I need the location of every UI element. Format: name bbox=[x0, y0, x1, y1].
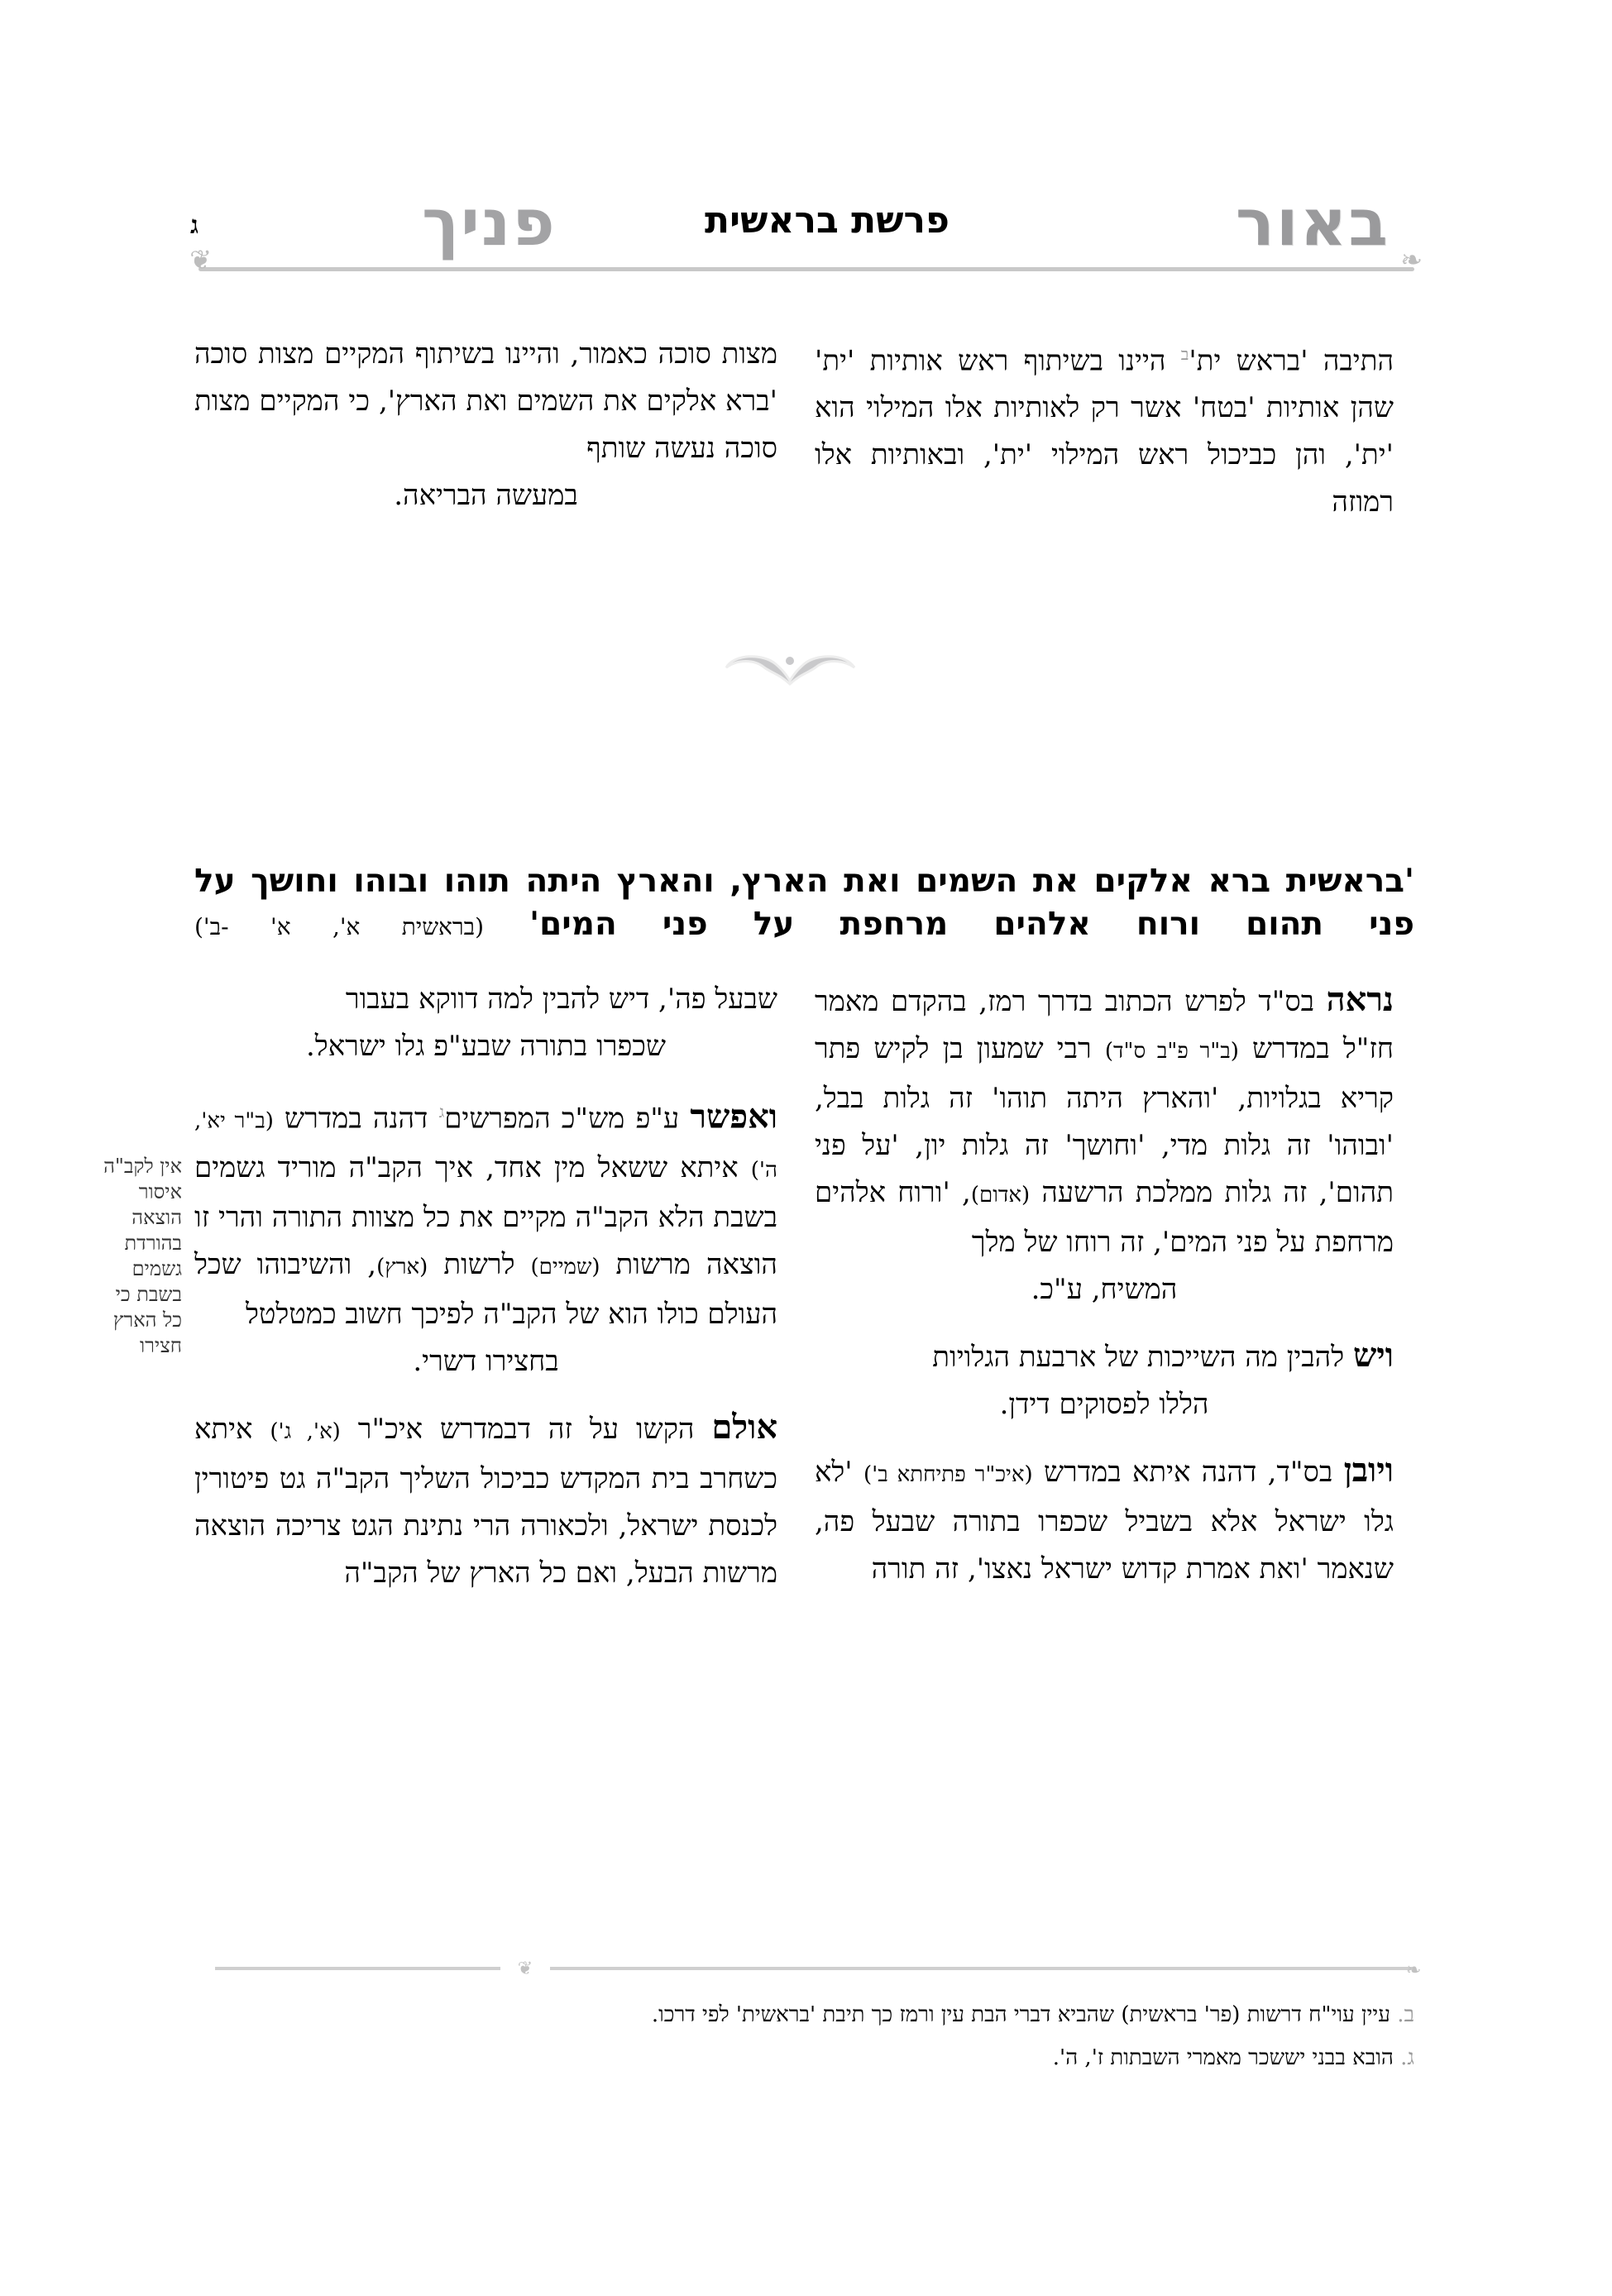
source-citation: (איכ"ר פתיחתא ב') bbox=[863, 1462, 1033, 1487]
page-number: ג bbox=[190, 211, 199, 240]
paragraph-last-line: שכפרו בתורה שבע"פ גלו ישראל. bbox=[306, 1030, 666, 1063]
main-left-column bbox=[194, 976, 777, 1615]
footnote-mark: ב. bbox=[1397, 2002, 1414, 2027]
book-title-left: פניך bbox=[422, 186, 557, 261]
page-header bbox=[190, 186, 1423, 277]
scroll-ornament-icon: ❦ bbox=[189, 244, 212, 275]
footnote-ornament-icon: ❦ bbox=[500, 1959, 550, 1978]
paragraph: שבעל פה', דיש להבין למה דווקא בעבור bbox=[345, 983, 777, 1016]
top-right-column bbox=[815, 331, 1394, 544]
paragraph-last-line: בחצירו דשרי. bbox=[413, 1345, 559, 1379]
source-citation: (ארץ) bbox=[376, 1255, 428, 1280]
lead-word: ויש bbox=[1352, 1336, 1394, 1375]
paragraph-last-line: במעשה הבריאה. bbox=[394, 479, 578, 512]
paragraph: נראה בס"ד לפרש הכתוב בדרך רמז, בהקדם מאמר חז"ל במדרש (ב"ר פ"ב ס"ד) רבי שמעון בן לקיש פתר קריא בגלויות, 'והארץ היתה תוהו' זה גלות בבל, 'ובוהו' זה גלות מדי, 'וחושך' זה גלות יון, 'על פני תהום', זה גלות ממלכת הרשעה (אדום), 'ורוח אלהים מרחפת על פני המים', זה רוחו של מלך bbox=[815, 980, 1394, 1259]
lead-word: ויובן bbox=[1343, 1451, 1394, 1490]
scroll-ornament-icon: ❧ bbox=[1406, 1960, 1422, 1981]
verse-source: (בראשית א', א' -ב') bbox=[194, 913, 485, 940]
source-citation: (א', ג') bbox=[270, 1419, 341, 1445]
book-title-right: באור bbox=[1235, 186, 1390, 261]
header-rule bbox=[199, 267, 1414, 271]
verse-heading bbox=[194, 860, 1414, 949]
footnote-ref[interactable]: ב bbox=[1180, 344, 1189, 364]
paragraph: התיבה 'בראש ית'$^ב$ היינו בשיתוף ראש אותיות 'ית' שהן אותיות 'בטח' אשר רק לאותיות אלו המילוי הוא 'ית', והן כביכול ראש המילוי 'ית', ובאותיות אלו רמוזה bbox=[815, 344, 1394, 519]
lead-word: אולם bbox=[711, 1408, 777, 1447]
paragraph: ויובן בס"ד, דהנה איתא במדרש (איכ"ר פתיחתא ב') 'לא גלו ישראל אלא בשביל שכפרו בתורה שבעל פה, שנאמר 'ואת אמרת קדוש ישראל נאצו', זה תורה bbox=[815, 1451, 1394, 1586]
lead-word: נראה bbox=[1326, 980, 1394, 1019]
parsha-title: פרשת בראשית bbox=[705, 199, 950, 242]
source-citation: (ב"ר פ"ב ס"ד) bbox=[1104, 1039, 1239, 1064]
scroll-ornament-icon: ❧ bbox=[1400, 244, 1423, 275]
lead-word: ואפשר bbox=[690, 1097, 777, 1136]
footnotes bbox=[331, 1993, 1414, 2079]
top-left-column bbox=[194, 331, 777, 538]
footnote-ref[interactable]: ג bbox=[438, 1102, 445, 1122]
paragraph: מצות סוכה כאמור, והיינו בשיתוף המקיים מצות סוכה 'ברא אלקים את השמים ואת הארץ', כי המקיים מצות סוכה נעשה שותף bbox=[194, 337, 777, 465]
margin-note: אין לקב"ה איסור הוצאה בהורדת גשמים בשבת כי כל הארץ חצירו bbox=[103, 1155, 182, 1357]
paragraph-last-line: המשיח, ע"כ. bbox=[1031, 1273, 1178, 1306]
footnote: ג. הובא בבני יששכר מאמרי השבתות ז', ה'. bbox=[1052, 2045, 1414, 2070]
paragraph: אולם הקשו על זה דבמדרש איכ"ר (א', ג') איתא כשחרב בית המקדש כביכול השליך הקב"ה גט פיטורין לכנסת ישראל, ולכאורה הרי נתינת הגט צריכה הוצאה מרשות הבעל, ואם כל הארץ של הקב"ה bbox=[194, 1408, 777, 1590]
footnote-rule bbox=[215, 1967, 1414, 1970]
paragraph: ואפשר ע"פ מש"כ המפרשים$^ג$ דהנה במדרש (ב"ר יא', ה') איתא ששאל מין אחד, איך הקב"ה מוריד גשמים בשבת הלא הקב"ה מקיים את כל מצוות התורה והרי זו הוצאה מרשות (שמיים) לרשות (ארץ), והשיבוהו שכל העולם כולו הוא של הקב"ה לפיכך חשוב כמטלטל bbox=[194, 1097, 777, 1332]
footnote-mark: ג. bbox=[1400, 2045, 1414, 2070]
ornament-divider-icon bbox=[718, 649, 863, 686]
source-citation: (שמיים) bbox=[530, 1255, 600, 1280]
paragraph-last-line: הללו לפסוקים דידן. bbox=[999, 1388, 1209, 1421]
footnote: ב. עיין עוי"ח דרשות (פר' בראשית) שהביא דברי הבת עין ורמז כך תיבת 'בראשית' לפי דרכו. bbox=[651, 2002, 1414, 2027]
main-right-column bbox=[815, 976, 1394, 1611]
paragraph: ויש להבין מה השייכות של ארבעת הגלויות bbox=[932, 1336, 1394, 1375]
source-citation: (אדום) bbox=[970, 1183, 1031, 1208]
verse-text: 'בראשית ברא אלקים את השמים ואת הארץ, והארץ היתה תוהו ובוהו וחושך על פני תהום ורוח אלהים מרחפת על פני המים' bbox=[194, 863, 1414, 943]
source-citation: (ב"ר יא', ה') bbox=[194, 1108, 777, 1184]
